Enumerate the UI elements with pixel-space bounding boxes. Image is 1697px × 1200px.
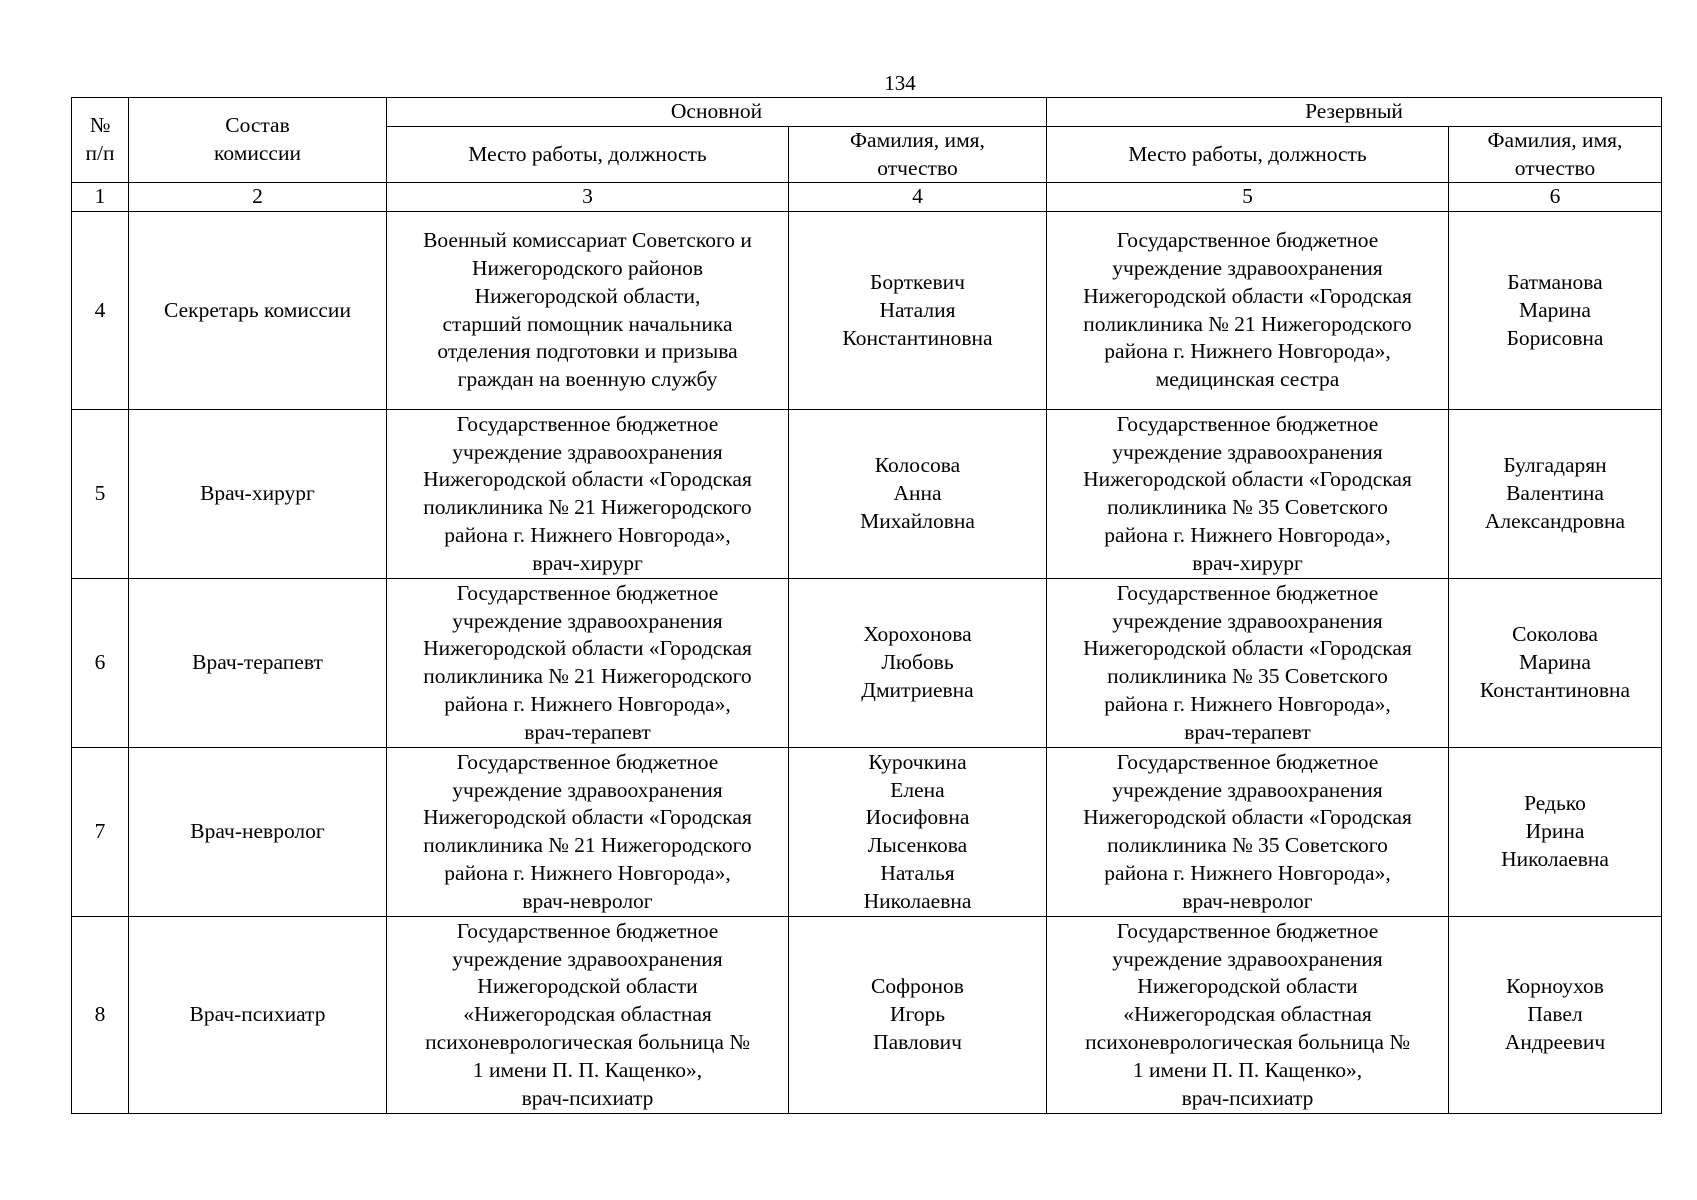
main-workplace-cell: Государственное бюджетное учреждение здравоохранения Нижегородской области «Городская поликлиника № 21 Нижегородского района г. Нижнего Новгорода», врач-хирург: [387, 410, 789, 579]
row-number: 4: [72, 212, 129, 410]
table-row: [72, 748, 1662, 917]
reserve-workplace-cell: Государственное бюджетное учреждение здравоохранения Нижегородской области «Городская поликлиника № 35 Советского района г. Нижнего Новгорода», врач-невролог: [1047, 748, 1449, 917]
header-composition: Состав комиссии: [129, 98, 387, 183]
header-reserve-fio: Фамилия, имя, отчество: [1449, 126, 1662, 183]
main-workplace-cell: Государственное бюджетное учреждение здравоохранения Нижегородской области «Нижегородская областная психоневрологическая больница № 1 имени П. П. Кащенко», врач-психиатр: [387, 917, 789, 1114]
reserve-fio-cell: Корноухов Павел Андреевич: [1449, 917, 1662, 1114]
main-fio-cell: Борткевич Наталия Константиновна: [789, 212, 1047, 410]
reserve-workplace-cell: Государственное бюджетное учреждение здравоохранения Нижегородской области «Нижегородская областная психоневрологическая больница № 1 имени П. П. Кащенко», врач-психиатр: [1047, 917, 1449, 1114]
role-cell: Секретарь комиссии: [129, 212, 387, 410]
column-number: 3: [387, 183, 789, 212]
role-cell: Врач-хирург: [129, 410, 387, 579]
reserve-workplace-cell: Государственное бюджетное учреждение здравоохранения Нижегородской области «Городская поликлиника № 35 Советского района г. Нижнего Новгорода», врач-терапевт: [1047, 579, 1449, 748]
commission-table: [71, 97, 1662, 1114]
main-fio-cell: Колосова Анна Михайловна: [789, 410, 1047, 579]
row-number: 7: [72, 748, 129, 917]
column-number: 6: [1449, 183, 1662, 212]
header-reserve-workplace: Место работы, должность: [1047, 126, 1449, 183]
main-workplace-cell: Государственное бюджетное учреждение здравоохранения Нижегородской области «Городская поликлиника № 21 Нижегородского района г. Нижнего Новгорода», врач-невролог: [387, 748, 789, 917]
reserve-fio-cell: Редько Ирина Николаевна: [1449, 748, 1662, 917]
column-number: 5: [1047, 183, 1449, 212]
main-fio-cell: Курочкина Елена Иосифовна Лысенкова Наталья Николаевна: [789, 748, 1047, 917]
column-number: 1: [72, 183, 129, 212]
table-row: [72, 410, 1662, 579]
role-cell: Врач-терапевт: [129, 579, 387, 748]
column-number: 2: [129, 183, 387, 212]
role-cell: Врач-психиатр: [129, 917, 387, 1114]
row-number: 8: [72, 917, 129, 1114]
role-cell: Врач-невролог: [129, 748, 387, 917]
header-row-1: [72, 98, 1662, 127]
main-workplace-cell: Государственное бюджетное учреждение здравоохранения Нижегородской области «Городская поликлиника № 21 Нижегородского района г. Нижнего Новгорода», врач-терапевт: [387, 579, 789, 748]
row-number: 5: [72, 410, 129, 579]
page-number: 134: [884, 71, 916, 95]
header-num: № п/п: [72, 98, 129, 183]
table-row: [72, 579, 1662, 748]
reserve-workplace-cell: Государственное бюджетное учреждение здравоохранения Нижегородской области «Городская поликлиника № 35 Советского района г. Нижнего Новгорода», врач-хирург: [1047, 410, 1449, 579]
reserve-workplace-cell: Государственное бюджетное учреждение здравоохранения Нижегородской области «Городская поликлиника № 21 Нижегородского района г. Нижнего Новгорода», медицинская сестра: [1047, 212, 1449, 410]
reserve-fio-cell: Батманова Марина Борисовна: [1449, 212, 1662, 410]
table-row: [72, 917, 1662, 1114]
main-workplace-cell: Военный комиссариат Советского и Нижегородского районов Нижегородской области, старший помощник начальника отделения подготовки и призыва граждан на военную службу: [387, 212, 789, 410]
column-number-row: [72, 183, 1662, 212]
main-fio-cell: Хорохонова Любовь Дмитриевна: [789, 579, 1047, 748]
row-number: 6: [72, 579, 129, 748]
reserve-fio-cell: Соколова Марина Константиновна: [1449, 579, 1662, 748]
table-row: [72, 212, 1662, 410]
header-reserve: Резервный: [1047, 98, 1662, 127]
reserve-fio-cell: Булгадарян Валентина Александровна: [1449, 410, 1662, 579]
header-main-workplace: Место работы, должность: [387, 126, 789, 183]
header-main-fio: Фамилия, имя, отчество: [789, 126, 1047, 183]
header-main: Основной: [387, 98, 1047, 127]
column-number: 4: [789, 183, 1047, 212]
main-fio-cell: Софронов Игорь Павлович: [789, 917, 1047, 1114]
